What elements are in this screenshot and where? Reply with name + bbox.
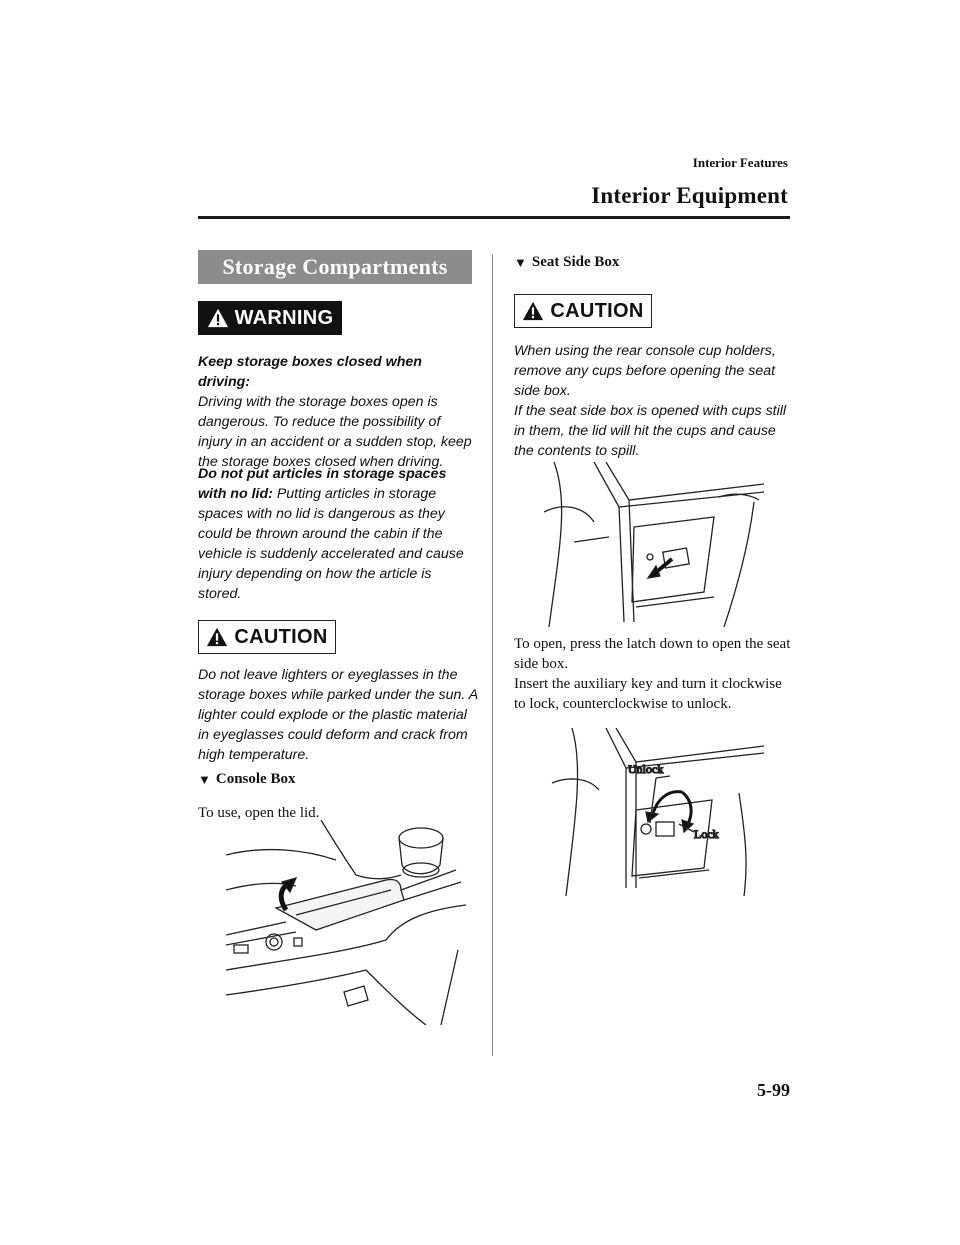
console-box-heading xyxy=(198,771,295,788)
warning-p2-body: Putting articles in storage spaces with no lid is dangerous as they could be thrown around the cabin if the vehicle is suddenly accelerated and cause injury depending on how the article is stored. xyxy=(198,486,464,602)
warning-p1-body: Driving with the storage boxes open is dangerous. To reduce the possibility of injury in an accident or a sudden stop, keep the storage boxes closed when driving. xyxy=(198,394,472,470)
triangle-down-icon: ▼ xyxy=(514,254,527,270)
triangle-down-icon: ▼ xyxy=(198,771,211,787)
warning-box xyxy=(198,301,342,335)
seat-side-box-illustration-open xyxy=(544,462,769,627)
warning-label: WARNING xyxy=(234,306,334,329)
console-box-illustration xyxy=(226,820,466,1025)
caution-box-left xyxy=(198,620,336,654)
warning-p2-title: Do not put articles in storage spaces with no lid: xyxy=(198,466,447,502)
warning-p1-title: Keep storage boxes closed when driving: xyxy=(198,354,422,390)
warning-triangle-icon xyxy=(207,307,229,329)
caution-triangle-icon xyxy=(206,626,228,648)
caution-triangle-icon xyxy=(522,300,544,322)
caution-body-left: Do not leave lighters or eyeglasses in the storage boxes while parked under the sun. A lighter could explode or the plastic material in eyeglasses could deform and crack from high temperature. xyxy=(198,667,478,763)
unlock-label: Unlock xyxy=(628,762,664,776)
column-divider xyxy=(492,254,493,1056)
seat-side-box-lock-illustration xyxy=(544,728,769,896)
section-title: Interior Equipment xyxy=(591,183,788,208)
storage-compartments-banner: Storage Compartments xyxy=(198,250,472,284)
caution-label-right: CAUTION xyxy=(550,299,644,322)
caution-body-right xyxy=(514,341,792,461)
caution-box-right xyxy=(514,294,652,328)
instructions-line-2: Insert the auxiliary key and turn it clockwise to lock, counterclockwise to unlock. xyxy=(514,676,782,712)
warning-paragraph-1 xyxy=(198,352,476,472)
console-box-title: Console Box xyxy=(215,771,296,787)
page-number: 5-99 xyxy=(757,1080,790,1100)
seat-side-box-instructions xyxy=(514,634,794,714)
seat-side-box-title: Seat Side Box xyxy=(531,254,620,270)
console-box-text: To use, open the lid. xyxy=(198,805,320,821)
instructions-line-1: To open, press the latch down to open the seat side box. xyxy=(514,636,791,672)
caution-right-line-1: When using the rear console cup holders, remove any cups before opening the seat side box. xyxy=(514,343,776,399)
header-rule xyxy=(198,216,790,219)
seat-side-box-heading xyxy=(514,254,619,271)
caution-right-line-2: If the seat side box is opened with cups still in them, the lid will hit the cups and cause the contents to spill. xyxy=(514,403,787,459)
lock-label: Lock xyxy=(694,827,719,841)
chapter-title: Interior Features xyxy=(692,155,788,170)
caution-label-left: CAUTION xyxy=(234,625,328,648)
warning-paragraph-2 xyxy=(198,464,476,604)
